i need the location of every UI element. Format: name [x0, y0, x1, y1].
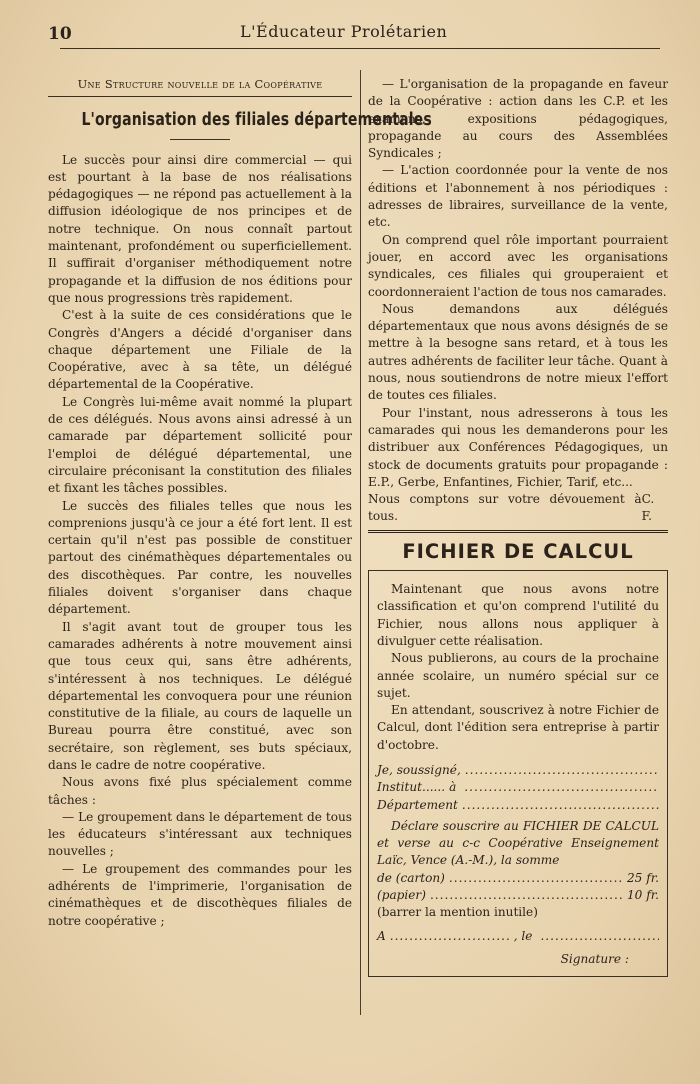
form-signature-label: Signature :: [560, 951, 629, 966]
form-name-field: [465, 762, 659, 779]
form-institute-field: [464, 779, 659, 796]
option-carton-label: de (carton): [377, 870, 445, 885]
right-column: [368, 76, 668, 977]
article-paragraph: Il s'agit avant tout de grouper tous les camarades adhérents à notre mouvement ainsi que tous ceux qui, sans être adhérents, s'intéressent à nos techniques. Le délégué départemental les convoquera pour une réunion constitutive de la filiale, au cours de laquelle un Bureau pourra être constitué, avec son secrétaire, son règlement, ses buts spéciaux, dans le cadre de notre coopérative.: [48, 619, 352, 772]
page-number: 10: [48, 24, 72, 44]
option-papier-price: 10 fr.: [626, 888, 659, 903]
article-paragraph: Nous avons fixé plus spécialement comme tâches :: [48, 775, 352, 807]
closing-line: [368, 491, 668, 526]
form-name-label: Je, soussigné,: [377, 762, 461, 777]
article-paragraph: Nous demandons aux délégués départementaux que nous avons désignés de se mettre à la besogne sans retard, et à tous les autres adhérents de faciliter leur tâche. Quant à nous, nous soutiendrons de notre mieux l'effort de toutes ces filiales.: [368, 301, 668, 403]
strike-note: (barrer la mention inutile): [377, 905, 538, 920]
form-institute-line: [377, 779, 659, 796]
section-separator: [368, 530, 668, 533]
article-paragraph: — Le groupement dans le département de tous les éducateurs s'intéressant aux techniques nouvelles ;: [48, 809, 352, 859]
article-paragraph: C'est à la suite de ces considérations que le Congrès d'Angers a décidé d'organiser dans chaque département une Filiale de la Coopérative, avec à sa tête, un délégué départemental de la Coopérative.: [48, 308, 352, 392]
article-paragraph: Le succès des filiales telles que nous les comprenions jusqu'à ce jour a été fort lent. Il est certain qu'il n'est pas possible de constituer partout des cinémathèques départementales ou des discothèques. Par contre, les nouvelles filiales doivent s'organiser dans chaque département.: [48, 498, 352, 617]
form-name-line: [377, 762, 659, 779]
column-divider: [360, 70, 361, 1015]
form-institute-label: Institut......: [377, 780, 446, 795]
form-date-field: [540, 928, 659, 945]
fichier-box: [368, 570, 668, 977]
form-option-papier: [377, 887, 659, 904]
form-place-label: A: [377, 928, 386, 943]
article-paragraph: — Le groupement des commandes pour les adhérents de l'imprimerie, l'organisation de cinémathèques et de discothèques filiales de notre coopérative ;: [48, 861, 352, 928]
option-papier-label: (papier): [377, 888, 426, 903]
form-location-label: à: [449, 780, 457, 795]
article-paragraph: — L'organisation de la propagande en faveur de la Coopérative : action dans les C.P. et les examens, expositions pédagogiques, propagande au cours des Assemblées Syndicales ;: [368, 77, 668, 161]
article-paragraph: Pour l'instant, nous adresserons à tous les camarades qui nous les demanderons pour les distribuer aux Conférences Pédagogiques, un stock de documents gratuits pour propagande : E.P., Gerbe, Enfantines, Fichier, Tarif, etc...: [368, 405, 668, 489]
article-paragraph: On comprend quel rôle important pourraient jouer, en accord avec les organisations syndicales, ces filiales qui grouperaient et coordonneraient l'action de tous nos camarades.: [368, 232, 668, 299]
article-paragraph: Le Congrès lui-même avait nommé la plupart de ces délégués. Nous avons ainsi adressé à un camarade par département sollicité pour l'emploi de délégué départemental, une circulaire préconisant la constitution des filiales et fixant les tâches possibles.: [48, 394, 352, 496]
article-paragraph: — L'action coordonnée pour la vente de nos éditions et l'abonnement à nos périodiques : adresses de libraires, surveillance de la vente, etc.: [368, 163, 668, 230]
fichier-title: FICHIER DE CALCUL: [402, 539, 634, 563]
article-rubric: Une Structure nouvelle de la Coopérative: [48, 76, 352, 97]
form-department-field: [462, 797, 659, 814]
option-papier-dots: [430, 887, 623, 904]
form-department-label: Département: [377, 797, 458, 812]
article-headline: L'organisation des filiales départementales: [81, 109, 432, 131]
option-carton-price: 25 fr.: [626, 870, 659, 885]
headline-rule: [170, 139, 230, 140]
article-signature: C. F.: [641, 492, 655, 524]
option-carton-dots: [449, 870, 623, 887]
form-declaration: Déclare souscrire au FICHIER DE CALCUL et verse au c-c Coopérative Enseignement Laïc, Vence (A.-M.), la somme: [377, 818, 659, 868]
journal-title: L'Éducateur Prolétarien: [240, 22, 448, 41]
fichier-paragraph: En attendant, souscrivez à notre Fichier de Calcul, dont l'édition sera entreprise à partir d'octobre.: [377, 703, 659, 752]
article-paragraph: Le succès pour ainsi dire commercial — qui est pourtant à la base de nos réalisations pédagogiques — ne répond pas actuellement à la diffusion idéologique de nos principes et de notre technique. On nous connaît partout maintenant, profondément ou superficiellement. Il suffirait d'organiser méthodiquement notre propagande et la diffusion de nos éditions pour que nous progressions très rapidement.: [48, 152, 352, 305]
form-date-label: , le: [513, 928, 533, 943]
form-option-carton: [377, 870, 659, 887]
form-place-field: [390, 928, 510, 945]
fichier-paragraph: Nous publierons, au cours de la prochaine année scolaire, un numéro spécial sur ce sujet.: [377, 651, 659, 700]
closing-text: Nous comptons sur votre dévouement à tous.: [368, 492, 642, 524]
fichier-paragraph: Maintenant que nous avons notre classification et qu'on comprend l'utilité du Fichier, nous allons nous appliquer à divulguer cette réalisation.: [377, 582, 659, 648]
form-department-line: [377, 797, 659, 814]
header-rule: [60, 48, 660, 49]
form-place-date-line: [377, 928, 659, 945]
